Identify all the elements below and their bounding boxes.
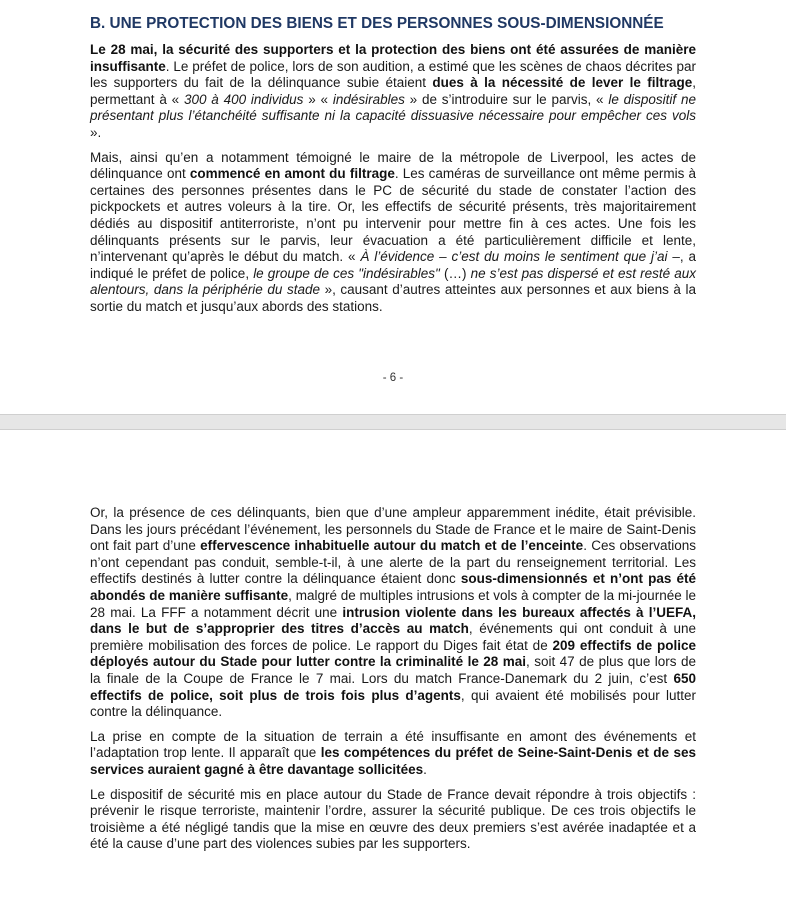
text-run: Or, la présence de ces délinquants, bien que d’une ampleur apparemment inédite, était prévisible. Dans les jours précédant l’événement, les personnels du Stade de France et le maire de Saint-Denis ont fait part d’une	[90, 505, 696, 554]
bold-text: Le 28 mai, la sécurité des supporters et la protection des biens ont été assurées de manière insuffisante	[90, 42, 696, 74]
document-page-6	[0, 0, 786, 414]
italic-text: 300 à 400 individus	[183, 91, 304, 107]
text-run: .	[423, 761, 427, 777]
paragraph	[90, 505, 696, 721]
text-run: » de s’introduire sur le parvis, «	[404, 91, 609, 107]
italic-text: le dispositif ne présentant plus l’étanchéité suffisante ni la capacité dissuasive nécessaire pour empêcher ces vols	[90, 91, 696, 124]
text-run: » «	[303, 91, 333, 107]
text-run: Mais, ainsi qu’en a notamment témoigné le maire de la métropole de Liverpool, les actes de délinquance ont	[90, 149, 696, 182]
text-run: . Les caméras de surveillance ont même permis à certaines des personnes présentes dans le PC de sécurité du stade de constater l’action des pickpockets et autres voleurs à la tire. Or, les effectifs de sécurité présents, très majoritairement dédiés au dispositif antiterroriste, n’ont pu intervenir pour mettre fin à ces actes. Une fois les délinquants présents sur le parvis, leur évacuation a été particulièrement difficile et lente, n’intervenant qu’après le début du match. «	[90, 166, 696, 265]
text-run: . Le préfet de police, lors de son audition, a estimé que les scènes de chaos décrites par les supporters du fait de la délinquance subie étaient	[90, 58, 696, 91]
italic-text: ne s’est pas dispersé et est resté aux alentours, dans la périphérie du stade	[90, 265, 696, 298]
text-run: , permettant à «	[90, 75, 696, 107]
bold-text: 650 effectifs de police, soit plus de trois fois plus d’agents	[90, 670, 696, 703]
paragraph	[90, 729, 696, 779]
bold-text: effervescence inhabituelle autour du match et de l’enceinte	[200, 538, 584, 554]
paragraph	[90, 150, 696, 316]
text-run: », causant d’autres atteintes aux personnes et aux biens à la sortie du match et jusqu’aux abords des stations.	[90, 282, 696, 314]
text-run: , qui avaient été mobilisés pour lutter contre la délinquance.	[90, 687, 697, 720]
italic-text: indésirables	[332, 91, 405, 107]
text-run: , malgré de multiples intrusions et vols à compter de la mi-journée le 28 mai. La FFF a notamment décrit une	[90, 587, 697, 620]
bold-text: les compétences du préfet de Seine-Saint-Denis et de ses services auraient gagné à être davantage sollicitées	[90, 745, 696, 777]
paragraph	[90, 42, 696, 142]
text-run: . Ces observations n’ont cependant pas conduit, semble-t-il, à une alerte de la part du renseignement territorial. Les effectifs destinés à lutter contre la délinquance étaient donc	[90, 538, 696, 587]
bold-text: 209 effectifs de police déployés autour du Stade pour lutter contre la criminalité le 28 mai	[90, 637, 696, 670]
document-page-7	[0, 430, 786, 903]
text-run: , a indiqué le préfet de police,	[90, 249, 696, 281]
bold-text: sous-dimensionnés et n’ont pas été abondés de manière suffisante	[90, 571, 696, 603]
paragraph	[90, 787, 696, 853]
bold-text: commencé en amont du filtrage	[189, 166, 395, 182]
italic-text: À l’évidence – c’est du moins le sentiment que j’ai –	[360, 249, 680, 265]
text-run: (…)	[439, 265, 471, 281]
text-run: Le dispositif de sécurité mis en place autour du Stade de France devait répondre à trois objectifs : prévenir le risque terroriste, maintenir l’ordre, assurer la sécurité publique. De ces trois objectifs le troisième a été négligé tandis que la mise en œuvre des deux premiers s’est avérée inadaptée et a été la cause d’une part des violences subies par les supporters.	[90, 786, 696, 852]
page-number: - 6 -	[382, 372, 404, 384]
text-run: La prise en compte de la situation de terrain a été insuffisante en amont des événements et l’adaptation trop lente. Il apparaît que	[90, 728, 696, 761]
section-heading: B. UNE PROTECTION DES BIENS ET DES PERSONNES SOUS-DIMENSIONNÉE	[90, 15, 664, 32]
page-content	[90, 14, 696, 324]
bold-text: dues à la nécessité de lever le filtrage	[432, 75, 693, 91]
bold-text: intrusion violente dans les bureaux affectés à l’UEFA, dans le but de s’approprier des titres d’accès au match	[90, 604, 696, 637]
page-content	[90, 505, 696, 861]
page-separator	[0, 414, 786, 430]
italic-text: le groupe de ces "indésirables"	[253, 265, 440, 281]
text-run: , soit 47 de plus que lors de la finale de la Coupe de France le 7 mai. Lors du match France-Danemark du 2 juin, c’est	[90, 654, 696, 686]
text-run: ».	[90, 124, 102, 140]
text-run: , événements qui ont conduit à une première mobilisation des forces de police. Le rapport du Diges fait état de	[90, 621, 696, 653]
